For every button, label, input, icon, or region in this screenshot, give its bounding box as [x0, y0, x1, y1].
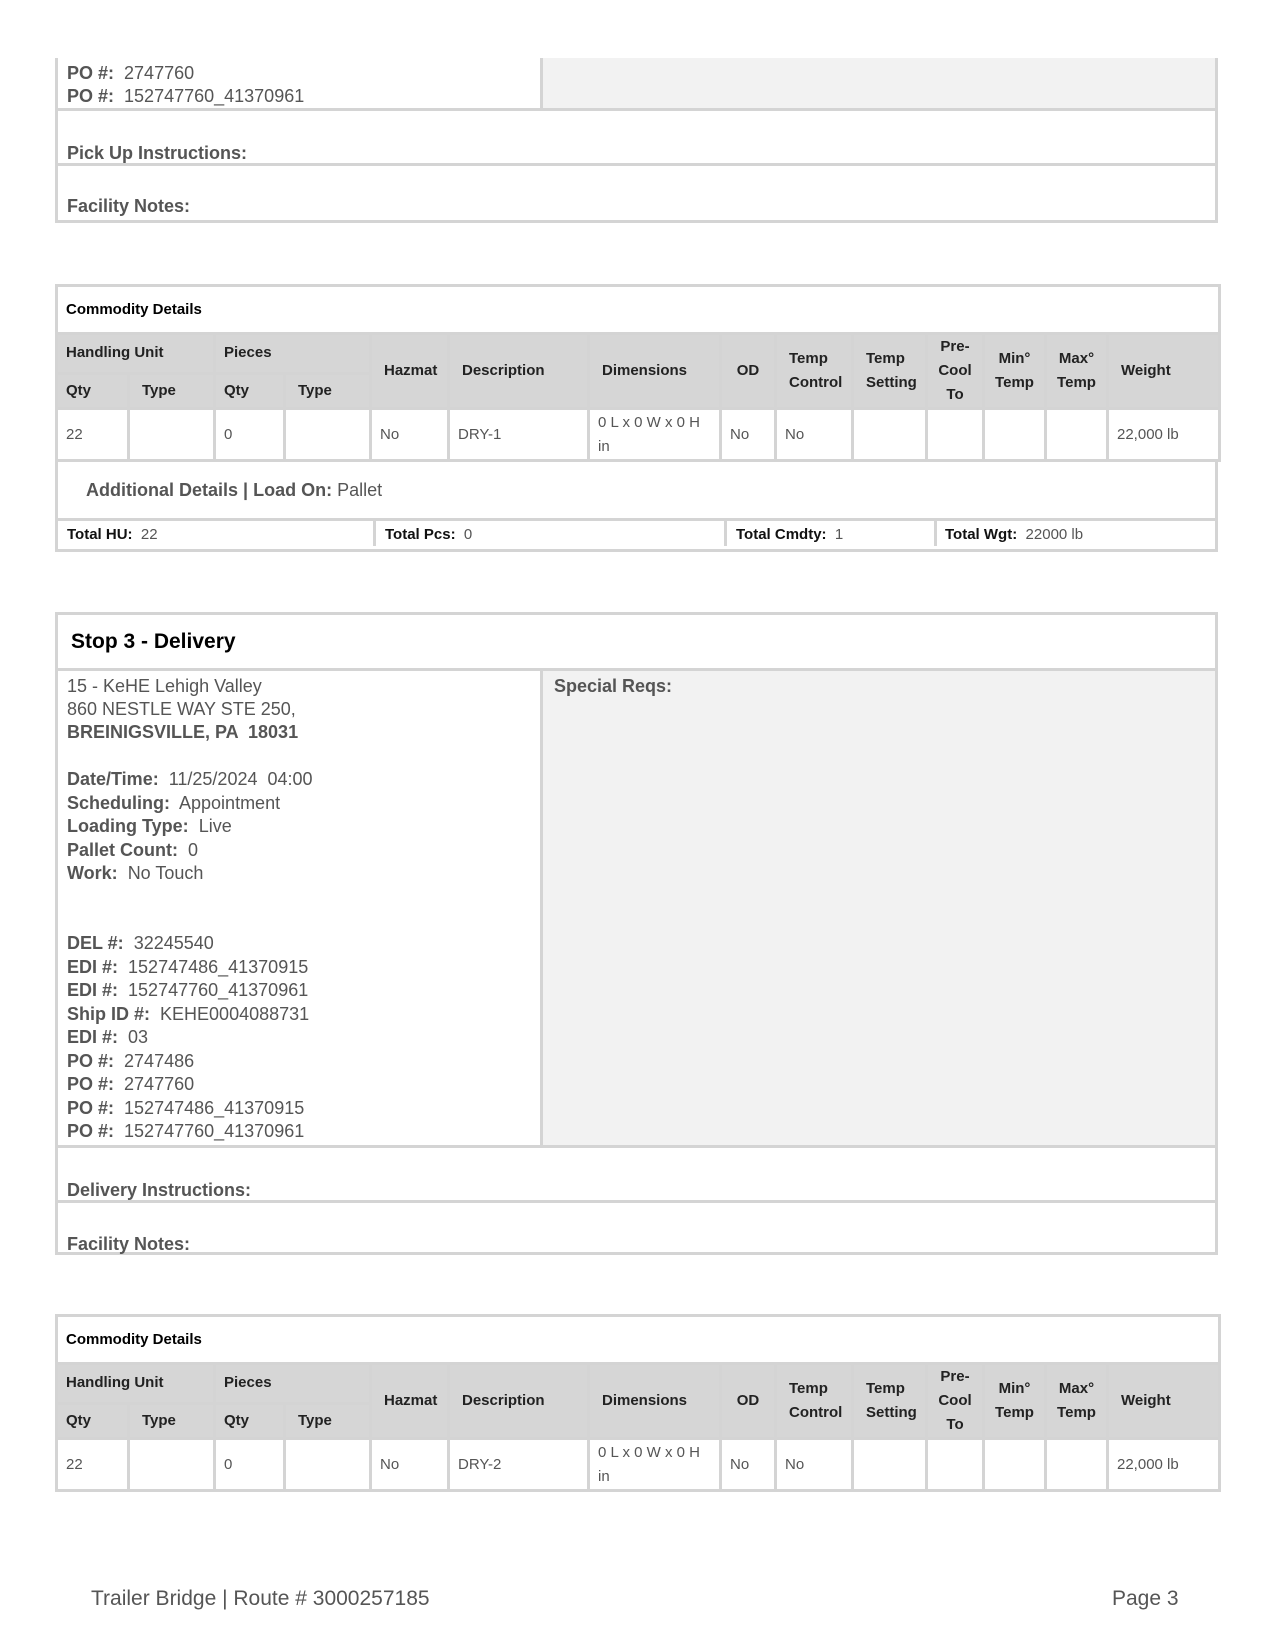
- cell-pcs-qty: 0: [215, 1439, 285, 1491]
- hdr-od: OD: [721, 334, 776, 409]
- stop2-tail-section: [55, 58, 1218, 223]
- cell-hu-qty: 22: [57, 1439, 129, 1491]
- cell-min-temp: [984, 1439, 1046, 1491]
- hdr-pieces: Pieces: [215, 1364, 371, 1404]
- cell-od: No: [721, 409, 776, 461]
- cell-weight: 22,000 lb: [1108, 409, 1220, 461]
- cell-description: DRY-2: [449, 1439, 589, 1491]
- footer-route: Trailer Bridge | Route # 3000257185: [91, 1587, 430, 1610]
- hdr-dimensions: Dimensions: [589, 334, 721, 409]
- cell-max-temp: [1046, 1439, 1108, 1491]
- hdr-hu-type: Type: [129, 1403, 215, 1438]
- hdr-min-temp: Min° Temp: [984, 1364, 1046, 1439]
- detail-datetime: Date/Time: 11/25/2024 04:00: [67, 769, 313, 789]
- hdr-hu-type: Type: [129, 373, 215, 408]
- hdr-temp-setting: Temp Setting: [853, 334, 927, 409]
- detail-pallet-count: Pallet Count: 0: [67, 840, 199, 860]
- additional-details: Additional Details | Load On: Pallet Total HU: 22 Total Pcs: 0 Total Cmdty: 1 Total Wgt: 22000 lb: [55, 462, 1218, 552]
- ref-edi-3: EDI #: 03: [67, 1027, 149, 1047]
- detail-scheduling: Scheduling: Appointment: [67, 793, 281, 813]
- cell-temp-control: No: [776, 409, 853, 461]
- detail-work: Work: No Touch: [67, 863, 204, 883]
- stop2-ref-1: PO #: 152747760_41370961: [67, 86, 305, 106]
- hdr-description: Description: [449, 334, 589, 409]
- table-row: [57, 1439, 1220, 1491]
- cell-pcs-qty: 0: [215, 409, 285, 461]
- hdr-min-temp: Min° Temp: [984, 334, 1046, 409]
- ref-edi-1: EDI #: 152747486_41370915: [67, 957, 309, 977]
- hdr-weight: Weight: [1108, 1364, 1220, 1439]
- cell-hazmat: No: [371, 409, 449, 461]
- hdr-temp-setting: Temp Setting: [853, 1364, 927, 1439]
- detail-loading-type: Loading Type: Live: [67, 816, 232, 836]
- pickup-instructions-label: Pick Up Instructions:: [67, 143, 248, 163]
- hdr-pcs-type: Type: [285, 373, 371, 408]
- special-reqs-panel: [543, 671, 1215, 1145]
- hdr-pcs-qty: Qty: [215, 1403, 285, 1438]
- cell-pcs-type: [285, 1439, 371, 1491]
- hdr-temp-control: Temp Control: [776, 1364, 853, 1439]
- cell-max-temp: [1046, 409, 1108, 461]
- hdr-description: Description: [449, 1364, 589, 1439]
- cell-dimensions: 0 L x 0 W x 0 H in: [589, 409, 721, 461]
- hdr-hu-qty: Qty: [57, 1403, 129, 1438]
- total-hu: Total HU: 22: [67, 526, 158, 543]
- cell-hu-type: [129, 1439, 215, 1491]
- hdr-pcs-type: Type: [285, 1403, 371, 1438]
- commodity-table-2: [55, 1314, 1221, 1492]
- commodity-title: Commodity Details: [57, 1316, 1220, 1364]
- cell-dimensions: 0 L x 0 W x 0 H in: [589, 1439, 721, 1491]
- hdr-weight: Weight: [1108, 334, 1220, 409]
- table-row: [57, 409, 1220, 461]
- ref-po-2: PO #: 2747760: [67, 1074, 195, 1094]
- cell-pcs-type: [285, 409, 371, 461]
- total-pcs: Total Pcs: 0: [385, 526, 473, 543]
- cell-hu-type: [129, 409, 215, 461]
- address-line-2: 860 NESTLE WAY STE 250,: [67, 699, 296, 719]
- ref-po-4: PO #: 152747760_41370961: [67, 1121, 305, 1141]
- hdr-dimensions: Dimensions: [589, 1364, 721, 1439]
- hdr-hazmat: Hazmat: [371, 334, 449, 409]
- total-wgt: Total Wgt: 22000 lb: [945, 526, 1084, 543]
- hdr-pre-cool-to: Pre- Cool To: [927, 334, 984, 409]
- hdr-hu-qty: Qty: [57, 373, 129, 408]
- hdr-handling-unit: Handling Unit: [57, 1364, 215, 1404]
- cell-hazmat: No: [371, 1439, 449, 1491]
- stop3-facility-notes-label: Facility Notes:: [67, 1234, 191, 1254]
- cell-od: No: [721, 1439, 776, 1491]
- cell-hu-qty: 22: [57, 409, 129, 461]
- cell-temp-setting: [853, 1439, 927, 1491]
- ref-po-1: PO #: 2747486: [67, 1051, 195, 1071]
- cell-pre-cool-to: [927, 1439, 984, 1491]
- hdr-max-temp: Max° Temp: [1046, 1364, 1108, 1439]
- footer-page-number: Page 3: [1112, 1587, 1179, 1610]
- hdr-max-temp: Max° Temp: [1046, 334, 1108, 409]
- address-city-line: BREINIGSVILLE, PA 18031: [67, 722, 299, 742]
- commodity-title: Commodity Details: [57, 286, 1220, 334]
- commodity-table-1: [55, 284, 1221, 462]
- hdr-pre-cool-to: Pre- Cool To: [927, 1364, 984, 1439]
- hdr-hazmat: Hazmat: [371, 1364, 449, 1439]
- stop3-title: Stop 3 - Delivery: [71, 630, 236, 653]
- cell-temp-setting: [853, 409, 927, 461]
- delivery-instructions-label: Delivery Instructions:: [67, 1180, 252, 1200]
- stop2-ref-0: PO #: 2747760: [67, 63, 195, 83]
- hdr-handling-unit: Handling Unit: [57, 334, 215, 374]
- cell-temp-control: No: [776, 1439, 853, 1491]
- ref-po-3: PO #: 152747486_41370915: [67, 1098, 305, 1118]
- cell-weight: 22,000 lb: [1108, 1439, 1220, 1491]
- cell-min-temp: [984, 409, 1046, 461]
- hdr-pcs-qty: Qty: [215, 373, 285, 408]
- stop2-facility-notes-label: Facility Notes:: [67, 196, 191, 216]
- stop2-special-reqs-panel: [543, 58, 1215, 108]
- stop3-section: [55, 612, 1218, 1255]
- total-cmdty: Total Cmdty: 1: [736, 526, 844, 543]
- cell-description: DRY-1: [449, 409, 589, 461]
- ref-edi-2: EDI #: 152747760_41370961: [67, 980, 309, 1000]
- address-line-1: 15 - KeHE Lehigh Valley: [67, 676, 262, 696]
- special-reqs-label: Special Reqs:: [554, 676, 673, 696]
- ref-del: DEL #: 32245540: [67, 933, 214, 953]
- ref-ship-id: Ship ID #: KEHE0004088731: [67, 1004, 310, 1024]
- hdr-temp-control: Temp Control: [776, 334, 853, 409]
- hdr-pieces: Pieces: [215, 334, 371, 374]
- cell-pre-cool-to: [927, 409, 984, 461]
- hdr-od: OD: [721, 1364, 776, 1439]
